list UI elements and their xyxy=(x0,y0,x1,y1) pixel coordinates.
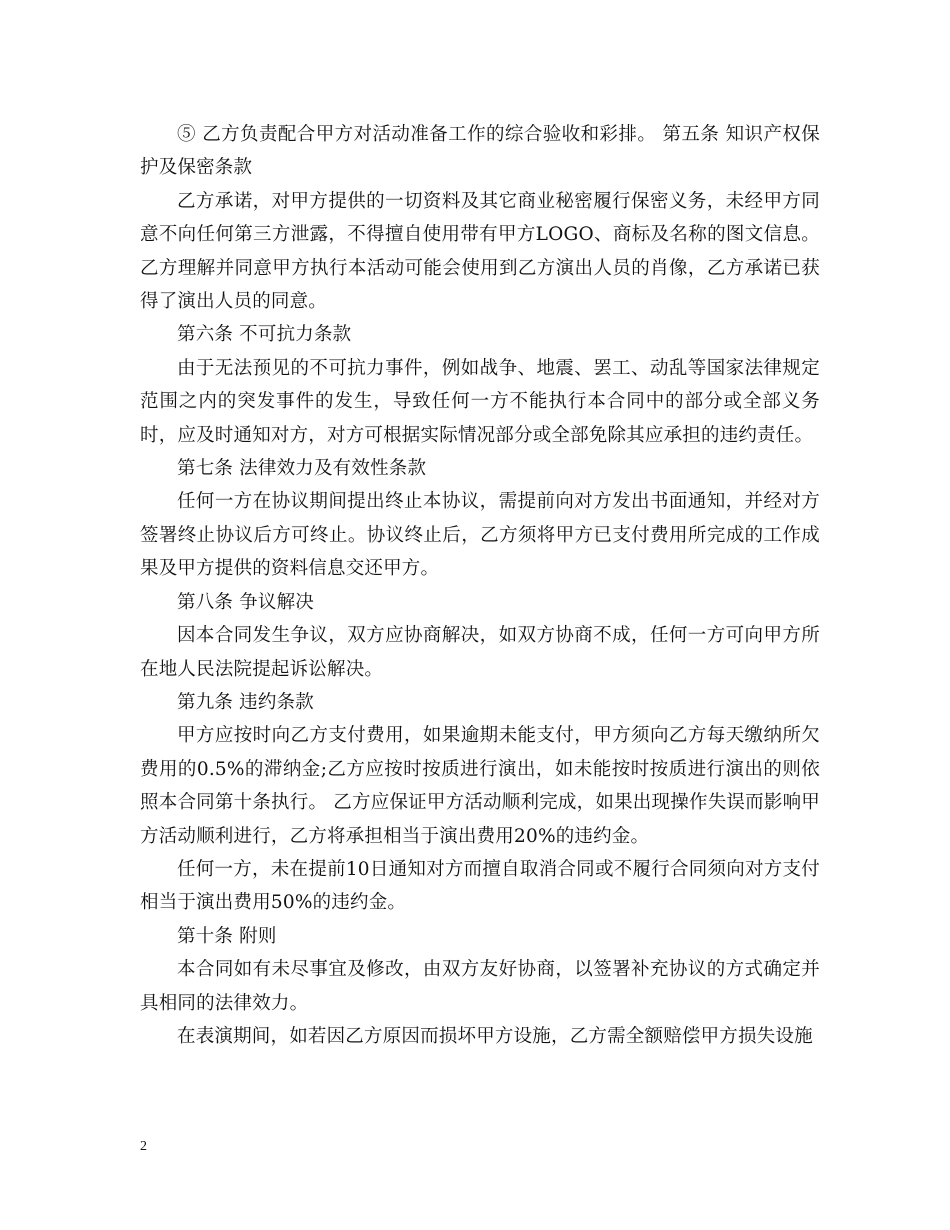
paragraph-damage: 在表演期间，如若因乙方原因而损坏甲方设施，乙方需全额赔偿甲方损失设施 xyxy=(177,1025,813,1047)
article-10-heading: 第十条 附则 xyxy=(177,925,277,947)
article-6-heading: 第六条 不可抗力条款 xyxy=(177,324,352,346)
paragraph-dispute: 因本合同发生争议，双方应协商解决，如双方协商不成，任何一方可向甲方所在地人民法院提起诉讼解决。 xyxy=(140,625,820,680)
paragraph-breach-payment: 甲方应按时向乙方支付费用，如果逾期未能支付，甲方须向乙方每天缴纳所欠费用的0.5%的滞纳金;乙方应按时按质进行演出，如未能按时按质进行演出的则依照本合同第十条执行。 乙方应保证甲方活动顺利完成，如果出现操作失误而影响甲方活动顺利进行，乙方将承担相当于演出费用20%的违约金。 xyxy=(140,725,820,847)
article-9-heading: 第九条 违约条款 xyxy=(177,691,314,713)
article-8-heading: 第八条 争议解决 xyxy=(177,591,314,613)
paragraph-force-majeure: 由于无法预见的不可抗力事件，例如战争、地震、罢工、动乱等国家法律规定范围之内的突发事件的发生，导致任何一方不能执行本合同中的部分或全部义务时，应及时通知对方，对方可根据实际情况部分或全部免除其应承担的违约责任。 xyxy=(140,357,820,446)
article-7-heading: 第七条 法律效力及有效性条款 xyxy=(177,458,427,480)
paragraph-breach-cancellation: 任何一方，未在提前10日通知对方而擅自取消合同或不履行合同须向对方支付相当于演出费用50%的违约金。 xyxy=(140,858,820,914)
contract-body xyxy=(140,118,820,1053)
paragraph-item-5-and-article-5-heading: ⑤ 乙方负责配合甲方对活动准备工作的综合验收和彩排。 第五条 知识产权保护及保密条款 xyxy=(140,124,820,179)
paragraph-termination: 任何一方在协议期间提出终止本协议，需提前向对方发出书面通知，并经对方签署终止协议后方可终止。协议终止后，乙方须将甲方已支付费用所完成的工作成果及甲方提供的资料信息交还甲方。 xyxy=(140,491,820,580)
page-number: 2 xyxy=(140,1139,147,1154)
paragraph-confidentiality: 乙方承诺，对甲方提供的一切资料及其它商业秘密履行保密义务，未经甲方同意不向任何第三方泄露，不得擅自使用带有甲方LOGO、商标及名称的图文信息。乙方理解并同意甲方执行本活动可能会使用到乙方演出人员的肖像，乙方承诺已获得了演出人员的同意。 xyxy=(140,190,820,313)
paragraph-supplement: 本合同如有未尽事宜及修改，由双方友好协商，以签署补充协议的方式确定并具相同的法律效力。 xyxy=(140,959,820,1014)
